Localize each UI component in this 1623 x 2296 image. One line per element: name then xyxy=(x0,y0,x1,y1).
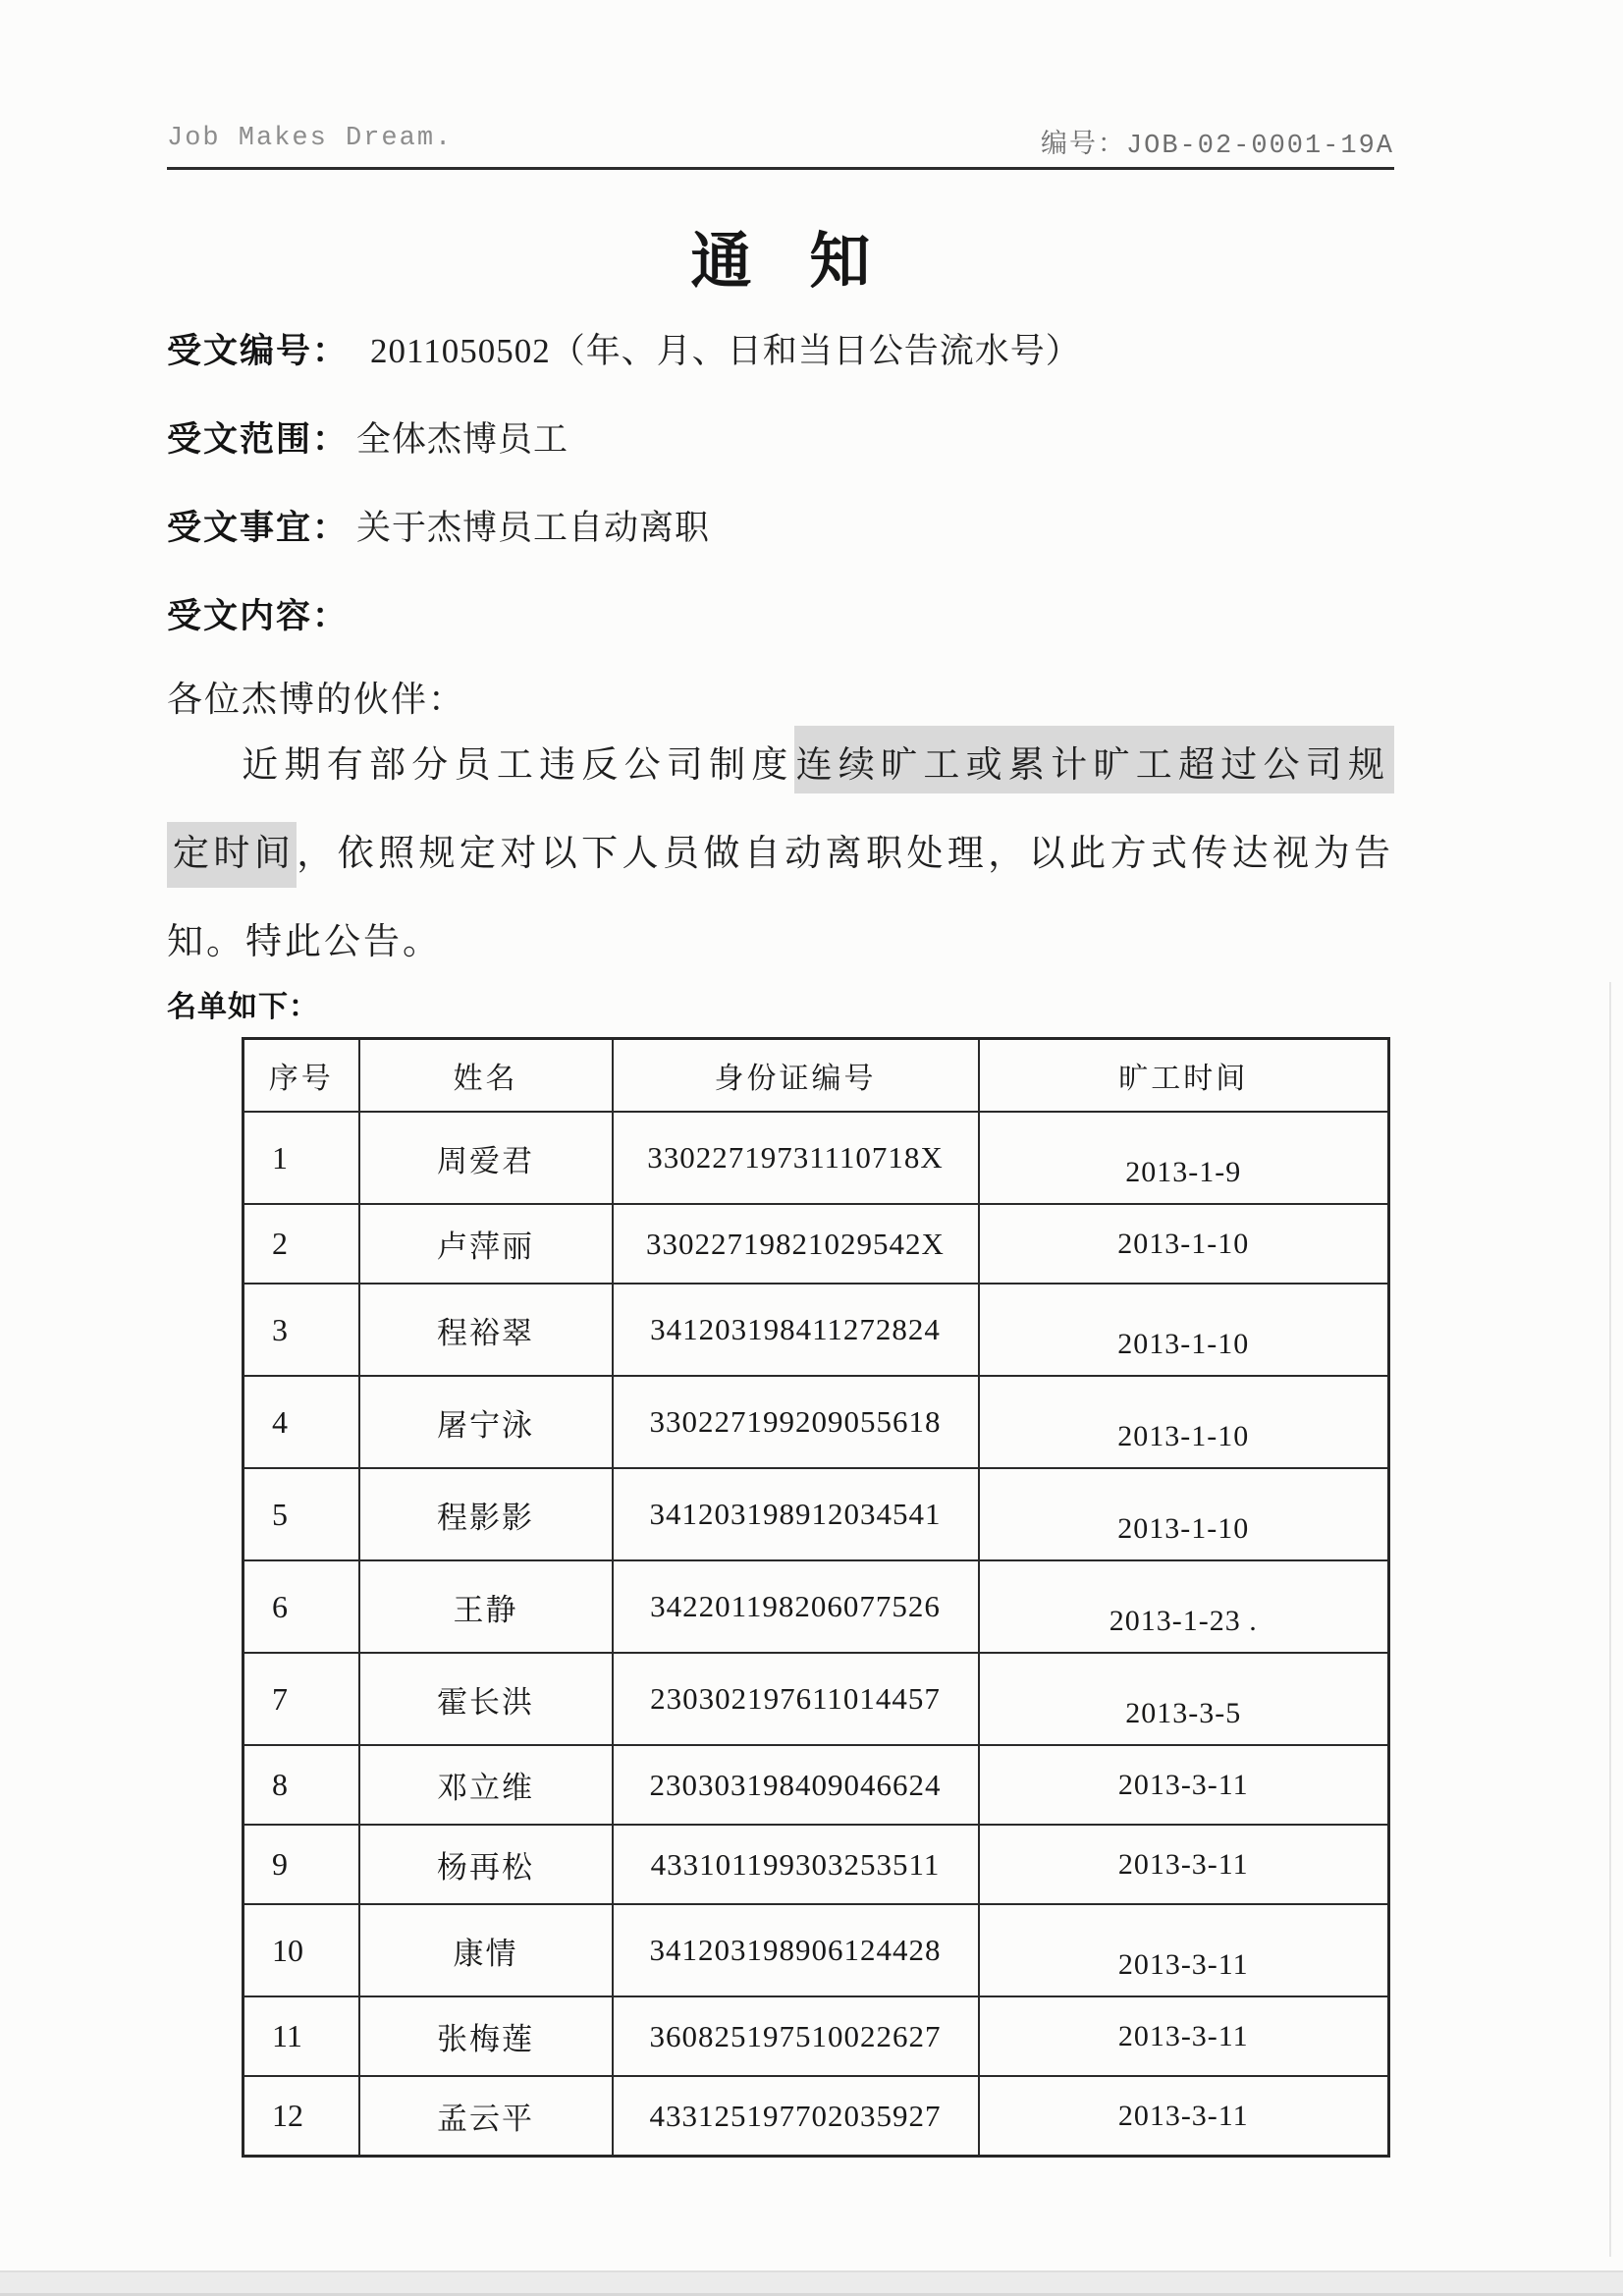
table-row xyxy=(243,1204,1389,1284)
date-cell: 2013-3-11 xyxy=(979,2076,1389,2157)
date-cell: 2013-3-11 xyxy=(979,1745,1389,1825)
id-cell: 230303198409046624 xyxy=(613,1745,979,1825)
seq-cell: 12 xyxy=(243,2076,359,2157)
header-slogan: Job Makes Dream. xyxy=(167,124,454,153)
seq-cell: 8 xyxy=(243,1745,359,1825)
seq-cell: 9 xyxy=(243,1825,359,1904)
table-row xyxy=(243,1745,1389,1825)
body-line-2 xyxy=(167,823,1394,876)
field-scope-value: 全体杰博员工 xyxy=(356,420,569,459)
scan-edge-right xyxy=(1609,982,1611,2257)
header-date: 旷工时间 xyxy=(979,1039,1389,1113)
header-divider xyxy=(167,167,1394,170)
header-name: 姓名 xyxy=(359,1039,613,1113)
name-cell: 屠宁泳 xyxy=(359,1376,613,1468)
date-cell: 2013-1-10 xyxy=(979,1468,1389,1560)
highlighted-text: 定时间 xyxy=(167,822,297,888)
field-doc-number xyxy=(167,324,1394,373)
id-cell: 33022719731110718X xyxy=(613,1112,979,1204)
id-cell: 341203198912034541 xyxy=(613,1468,979,1560)
body-line-3: 知。特此公告。 xyxy=(167,922,442,962)
seq-cell: 4 xyxy=(243,1376,359,1468)
seq-cell: 10 xyxy=(243,1904,359,1996)
name-cell: 王静 xyxy=(359,1560,613,1653)
field-scope xyxy=(167,412,1394,462)
name-cell: 卢萍丽 xyxy=(359,1204,613,1284)
id-cell: 433125197702035927 xyxy=(613,2076,979,2157)
id-cell: 33022719821029542X xyxy=(613,1204,979,1284)
id-cell: 341203198906124428 xyxy=(613,1904,979,1996)
header-id: 身份证编号 xyxy=(613,1039,979,1113)
id-cell: 341203198411272824 xyxy=(613,1284,979,1376)
table-row xyxy=(243,1468,1389,1560)
date-cell: 2013-3-11 xyxy=(979,1904,1389,1996)
seq-cell: 3 xyxy=(243,1284,359,1376)
table-row xyxy=(243,1825,1389,1904)
name-cell: 程裕翠 xyxy=(359,1284,613,1376)
id-cell: 360825197510022627 xyxy=(613,1996,979,2076)
seq-cell: 1 xyxy=(243,1112,359,1204)
date-cell: 2013-3-11 xyxy=(979,1825,1389,1904)
field-scope-label: 受文范围： xyxy=(167,420,350,459)
document-number: 编号：JOB-02-0001-19A xyxy=(1040,132,1394,161)
id-cell: 433101199303253511 xyxy=(613,1825,979,1904)
seq-cell: 5 xyxy=(243,1468,359,1560)
field-doc-number-label: 受文编号： xyxy=(167,332,350,370)
table-row xyxy=(243,1284,1389,1376)
field-subject-value: 关于杰博员工自动离职 xyxy=(356,509,711,547)
date-cell: 2013-1-10 xyxy=(979,1376,1389,1468)
date-cell: 2013-1-23 . xyxy=(979,1560,1389,1653)
table-row xyxy=(243,1996,1389,2076)
highlighted-text: 连续旷工或累计旷工超过公司规 xyxy=(794,726,1394,793)
body-line-1-text: 近期有部分员工违反公司制度 xyxy=(240,745,794,786)
field-subject xyxy=(167,501,1394,550)
name-cell: 孟云平 xyxy=(359,2076,613,2157)
table-row xyxy=(243,1904,1389,1996)
seq-cell: 6 xyxy=(243,1560,359,1653)
name-cell: 康情 xyxy=(359,1904,613,1996)
name-cell: 张梅莲 xyxy=(359,1996,613,2076)
id-cell: 342201198206077526 xyxy=(613,1560,979,1653)
id-cell: 330227199209055618 xyxy=(613,1376,979,1468)
table-row xyxy=(243,1653,1389,1745)
date-cell: 2013-1-10 xyxy=(979,1204,1389,1284)
scan-edge-bottom xyxy=(0,2270,1623,2296)
name-cell: 霍长洪 xyxy=(359,1653,613,1745)
table-row xyxy=(243,2076,1389,2157)
name-cell: 周爱君 xyxy=(359,1112,613,1204)
name-cell: 杨再松 xyxy=(359,1825,613,1904)
id-cell: 230302197611014457 xyxy=(613,1653,979,1745)
seq-cell: 2 xyxy=(243,1204,359,1284)
list-intro: 名单如下： xyxy=(167,991,319,1023)
table-header-row xyxy=(243,1039,1389,1113)
header-seq: 序号 xyxy=(243,1039,359,1113)
date-cell: 2013-3-11 xyxy=(979,1996,1389,2076)
date-cell: 2013-3-5 xyxy=(979,1653,1389,1745)
name-cell: 邓立维 xyxy=(359,1745,613,1825)
seq-cell: 11 xyxy=(243,1996,359,2076)
body-line-2-text: ，依照规定对以下人员做自动离职处理，以此方式传达视为告 xyxy=(297,834,1395,874)
table-row xyxy=(243,1376,1389,1468)
field-content-label: 受文内容： xyxy=(167,597,350,635)
name-cell: 程影影 xyxy=(359,1468,613,1560)
table-row xyxy=(243,1112,1389,1204)
date-cell: 2013-1-10 xyxy=(979,1284,1389,1376)
table-row xyxy=(243,1560,1389,1653)
seq-cell: 7 xyxy=(243,1653,359,1745)
body-line-1 xyxy=(167,735,1394,788)
roster-table xyxy=(242,1037,1390,2158)
field-doc-number-value: 2011050502（年、月、日和当日公告流水号） xyxy=(370,332,1081,370)
date-cell: 2013-1-9 xyxy=(979,1112,1389,1204)
field-content xyxy=(167,589,1394,638)
salutation: 各位杰博的伙伴： xyxy=(167,680,466,719)
notice-title: 通 知 xyxy=(690,229,893,296)
field-subject-label: 受文事宜： xyxy=(167,509,350,547)
